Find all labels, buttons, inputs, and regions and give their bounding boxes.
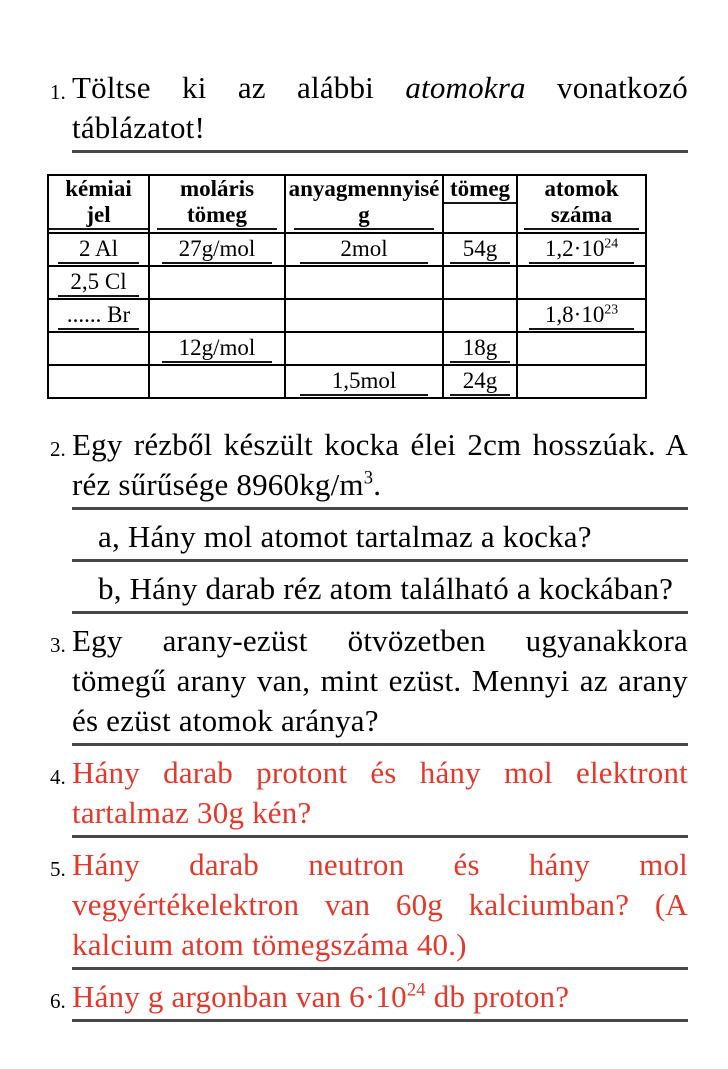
cell-amount xyxy=(285,299,443,332)
cell-amount xyxy=(285,332,443,365)
cell-atom-count: $1,8\cdot 10^{23}$ xyxy=(517,299,646,332)
question-3 xyxy=(50,621,688,746)
cell-molar-mass xyxy=(149,365,285,398)
table-row xyxy=(48,332,646,365)
cell-mass: 24g xyxy=(443,365,517,398)
header-anyagmennyiseg: anyagmennyisé g xyxy=(285,175,443,233)
atoms-table xyxy=(47,174,647,399)
question-2a-text: a, Hány mol atomot tartalmaz a kocka? xyxy=(72,517,688,562)
question-6-text-part2: db proton? xyxy=(425,979,570,1014)
cell-chemical-symbol xyxy=(48,332,149,365)
header-kemiai-jel: kémiai jel xyxy=(48,175,149,233)
question-2-text-part1: Egy rézből készült kocka élei 2cm hosszúak. A réz sűrűsége 8960kg/m xyxy=(72,427,688,502)
question-5 xyxy=(50,845,688,970)
cell-mass xyxy=(443,266,517,299)
question-2-text-part2: . xyxy=(373,467,382,502)
question-2 xyxy=(50,425,688,614)
question-3-number: 3. xyxy=(50,633,66,657)
cell-molar-mass xyxy=(149,299,285,332)
question-1-text xyxy=(72,68,688,153)
header-tomeg: tömeg xyxy=(443,175,517,233)
cell-molar-mass: 27g/mol xyxy=(149,233,285,266)
cell-atom-count xyxy=(517,365,646,398)
header-molaris-tomeg: moláris tömeg xyxy=(149,175,285,233)
question-1-number: 1. xyxy=(50,80,66,104)
cell-mass: 54g xyxy=(443,233,517,266)
cell-chemical-symbol: 2,5 Cl xyxy=(48,266,149,299)
question-2-superscript: 3 xyxy=(363,467,374,489)
question-4 xyxy=(50,753,688,838)
cell-mass xyxy=(443,299,517,332)
question-6-text-part1: Hány g argonban van 6·10 xyxy=(72,979,407,1014)
question-3-text: Egy arany-ezüst ötvözetben ugyanakkora tömegű arany van, mint ezüst. Mennyi az arany és ezüst atomok aránya? xyxy=(72,621,688,746)
table-row xyxy=(48,233,646,266)
cell-amount: 1,5mol xyxy=(285,365,443,398)
question-6-text xyxy=(72,977,688,1022)
cell-atom-count xyxy=(517,266,646,299)
table-row xyxy=(48,365,646,398)
cell-molar-mass: 12g/mol xyxy=(149,332,285,365)
question-6-number: 6. xyxy=(50,989,66,1013)
question-4-text: Hány darab protont és hány mol elektront tartalmaz 30g kén? xyxy=(72,753,688,838)
question-5-number: 5. xyxy=(50,857,66,881)
cell-mass: 18g xyxy=(443,332,517,365)
question-1-text-part1: Töltse ki az alábbi xyxy=(72,70,406,105)
question-1-text-italic: atomokra xyxy=(405,70,526,105)
table-header-row xyxy=(48,175,646,233)
cell-chemical-symbol xyxy=(48,365,149,398)
question-6-superscript: 24 xyxy=(406,979,426,1001)
header-atomok-szama: atomok száma xyxy=(517,175,646,233)
question-5-text: Hány darab neutron és hány mol vegyértékelektron van 60g kalciumban? (A kalcium atom tömegszáma 40.) xyxy=(72,845,688,970)
question-2b-text: b, Hány darab réz atom található a kockában? xyxy=(72,569,688,614)
table-row xyxy=(48,299,646,332)
question-1 xyxy=(50,68,688,153)
question-2-text xyxy=(72,425,688,510)
cell-atom-count xyxy=(517,332,646,365)
question-6 xyxy=(50,977,688,1022)
question-4-number: 4. xyxy=(50,765,66,789)
table-row xyxy=(48,266,646,299)
cell-atom-count: $1,2\cdot 10^{24}$ xyxy=(517,233,646,266)
cell-amount xyxy=(285,266,443,299)
cell-molar-mass xyxy=(149,266,285,299)
question-2-number: 2. xyxy=(50,437,66,461)
cell-amount: 2mol xyxy=(285,233,443,266)
question-1-text-part2: vonatkozó táblázatot! xyxy=(72,70,688,145)
cell-chemical-symbol: 2 Al xyxy=(48,233,149,266)
cell-chemical-symbol: ...... Br xyxy=(48,299,149,332)
